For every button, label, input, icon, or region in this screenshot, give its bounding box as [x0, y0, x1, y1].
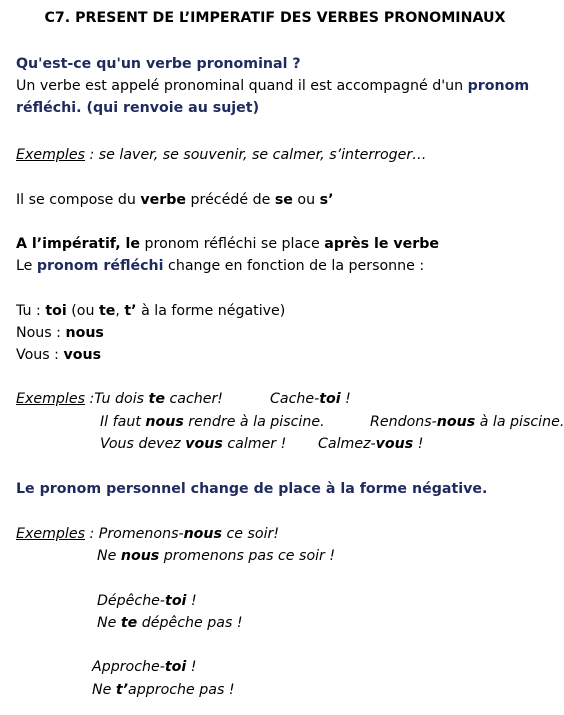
- text: cacher!: [164, 391, 223, 407]
- text: :Tu dois: [84, 391, 149, 407]
- text: Tu :: [16, 303, 46, 319]
- definition-line-1: [16, 76, 529, 96]
- examples-2-row-2: [100, 412, 325, 432]
- person-tu: [16, 301, 285, 321]
- text: Nous :: [16, 325, 66, 341]
- examples-2-row-1: [16, 389, 223, 409]
- text: change en fonction de la personne :: [163, 258, 425, 274]
- examples-3-row-3: [97, 591, 197, 611]
- keyword: verbe: [140, 192, 187, 208]
- keyword: nous: [120, 548, 160, 564]
- imperatif-line-1: [16, 234, 439, 254]
- text: Cache-: [270, 391, 320, 407]
- keyword: te: [148, 391, 165, 407]
- examples-2-row-3: [100, 434, 286, 454]
- examples-text: : se laver, se souvenir, se calmer, s’interroger…: [84, 147, 427, 163]
- text: Il se compose du: [16, 192, 141, 208]
- examples-3-row-4: [97, 613, 243, 633]
- text: Vous :: [16, 347, 64, 363]
- examples-2-row-3-right: [318, 434, 423, 454]
- keyword: nous: [436, 414, 476, 430]
- text: Il faut: [100, 414, 146, 430]
- text: Le: [16, 258, 37, 274]
- text: (ou: [66, 303, 99, 319]
- text: dépêche pas !: [137, 615, 243, 631]
- keyword: s’: [319, 192, 334, 208]
- examples-3-row-2: [97, 546, 335, 566]
- person-nous: [16, 323, 104, 343]
- text: approche pas !: [128, 682, 235, 698]
- text: ,: [115, 303, 125, 319]
- examples-2-row-2-right: [370, 412, 564, 432]
- text: précédé de: [186, 192, 275, 208]
- keyword: toi: [319, 391, 341, 407]
- keyword: vous: [375, 436, 414, 452]
- examples-3-row-5: [92, 657, 196, 677]
- text: pronom réfléchi se place: [140, 236, 325, 252]
- text: ce soir!: [221, 526, 280, 542]
- text: !: [186, 659, 197, 675]
- keyword: toi: [165, 593, 187, 609]
- keyword: te: [98, 303, 116, 319]
- keyword: se: [274, 192, 293, 208]
- keyword: toi: [164, 659, 187, 675]
- examples-label: Exemples: [16, 147, 85, 163]
- examples-1: [16, 145, 426, 165]
- text: Ne: [92, 682, 116, 698]
- keyword: t’: [115, 682, 129, 698]
- definition-line-2: réfléchi. (qui renvoie au sujet): [16, 100, 260, 116]
- text: : Promenons-: [84, 526, 184, 542]
- keyword: après le verbe: [324, 236, 440, 252]
- text: Calmez-: [318, 436, 376, 452]
- text: ou: [292, 192, 320, 208]
- text: Ne: [97, 615, 121, 631]
- text: calmer !: [222, 436, 287, 452]
- keyword: nous: [65, 325, 104, 341]
- keyword: t’: [124, 303, 137, 319]
- text: à la forme négative): [136, 303, 286, 319]
- keyword: toi: [45, 303, 67, 319]
- examples-label: Exemples: [16, 391, 85, 407]
- text: Ne: [97, 548, 121, 564]
- definition-keyword: pronom: [467, 78, 530, 94]
- keyword: vous: [63, 347, 102, 363]
- examples-3-row-6: [92, 680, 235, 700]
- composition-line: [16, 190, 333, 210]
- definition-text: Un verbe est appelé pronominal quand il est accompagné d'un: [16, 78, 468, 94]
- text: !: [413, 436, 424, 452]
- keyword: vous: [185, 436, 223, 452]
- keyword: nous: [183, 526, 222, 542]
- text: Vous devez: [100, 436, 186, 452]
- examples-2-row-1-right: [270, 389, 351, 409]
- negative-form-rule: Le pronom personnel change de place à la forme négative.: [16, 481, 488, 497]
- keyword: pronom réfléchi: [36, 258, 164, 274]
- page-title: C7. PRESENT DE L’IMPERATIF DES VERBES PRONOMINAUX: [44, 10, 506, 26]
- examples-3-row-1: [16, 524, 279, 544]
- text: Approche-: [92, 659, 165, 675]
- text: à la piscine.: [475, 414, 564, 430]
- examples-label: Exemples: [16, 526, 85, 542]
- text: !: [340, 391, 351, 407]
- text: promenons pas ce soir !: [159, 548, 336, 564]
- text: !: [186, 593, 197, 609]
- keyword: A l’impératif,: [16, 236, 126, 252]
- person-vous: [16, 345, 101, 365]
- text: Dépêche-: [97, 593, 166, 609]
- imperatif-line-2: [16, 256, 424, 276]
- text: rendre à la piscine.: [183, 414, 325, 430]
- text: Rendons-: [370, 414, 437, 430]
- keyword: te: [120, 615, 138, 631]
- keyword: le: [125, 236, 141, 252]
- definition-question: Qu'est-ce qu'un verbe pronominal ?: [16, 56, 301, 72]
- keyword: nous: [145, 414, 184, 430]
